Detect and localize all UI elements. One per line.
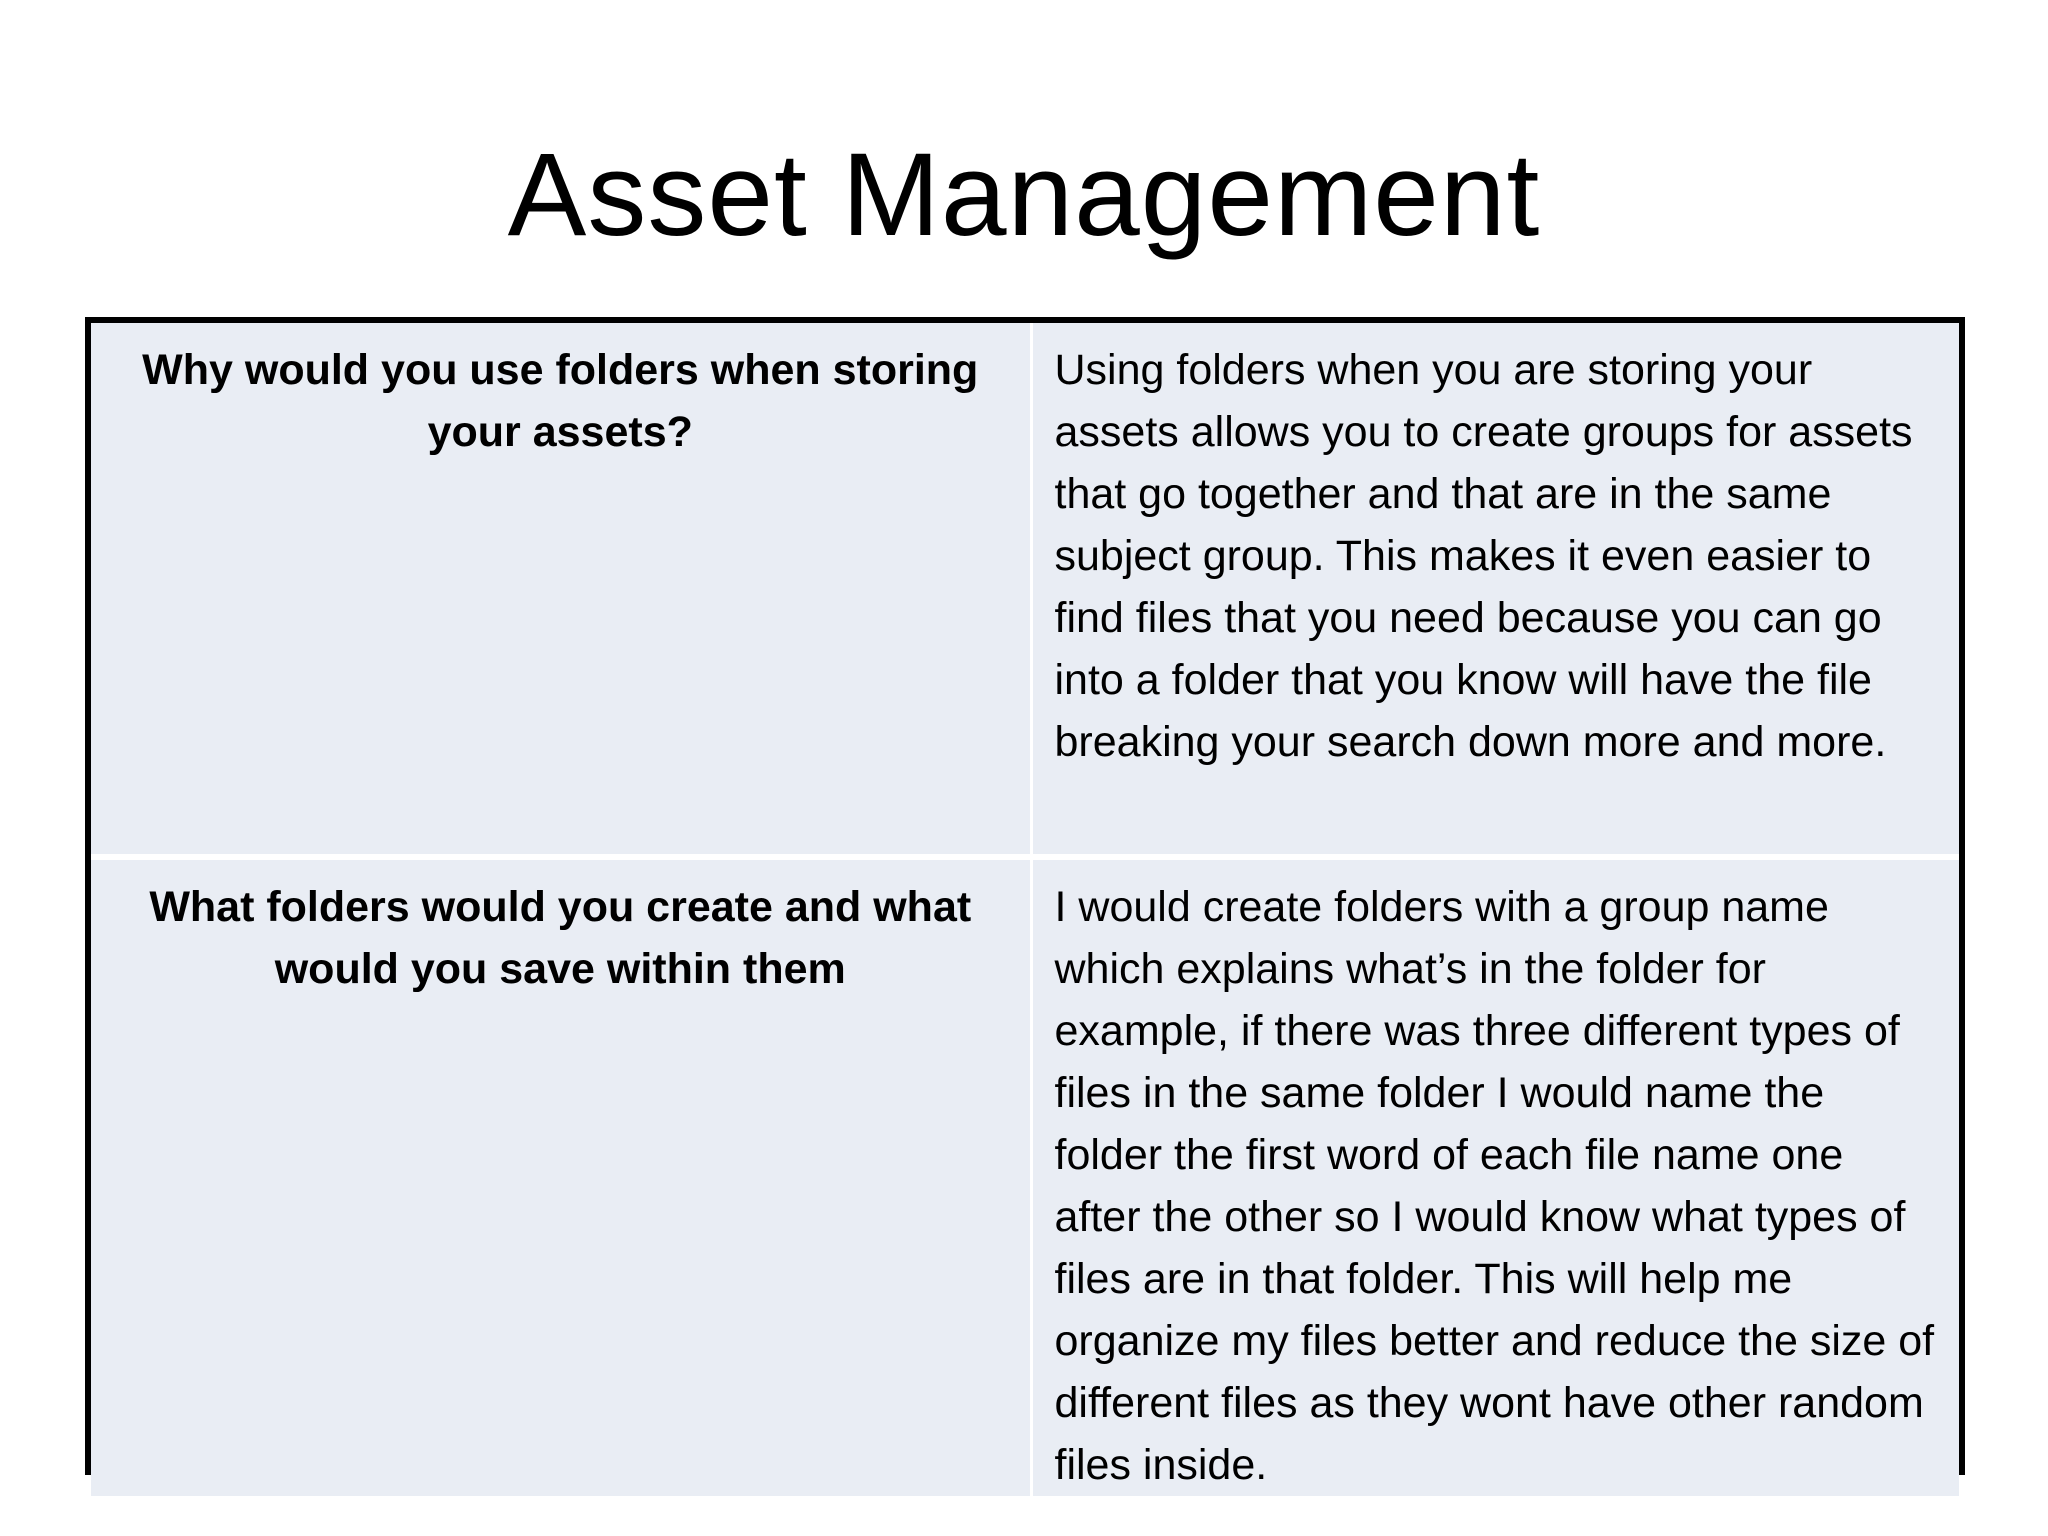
- table-row: [91, 857, 1959, 1496]
- qa-table-grid: [91, 323, 1959, 1496]
- table-row: [91, 323, 1959, 857]
- question-cell: Why would you use folders when storing your assets?: [91, 323, 1031, 857]
- answer-cell: I would create folders with a group name which explains what’s in the folder for example, if there was three different types of files in the same folder I would name the folder the first word of each file name one after the other so I would know what types of files are in that folder. This will help me organize my files better and reduce the size of different files as they wont have other random files inside.: [1031, 857, 1959, 1496]
- qa-table: [85, 317, 1965, 1489]
- question-cell: What folders would you create and what would you save within them: [91, 857, 1031, 1496]
- slide-title: Asset Management: [507, 129, 1541, 261]
- answer-cell: Using folders when you are storing your assets allows you to create groups for assets that go together and that are in the same subject group. This makes it even easier to find files that you need because you can go into a folder that you know will have the file breaking your search down more and more.: [1031, 323, 1959, 857]
